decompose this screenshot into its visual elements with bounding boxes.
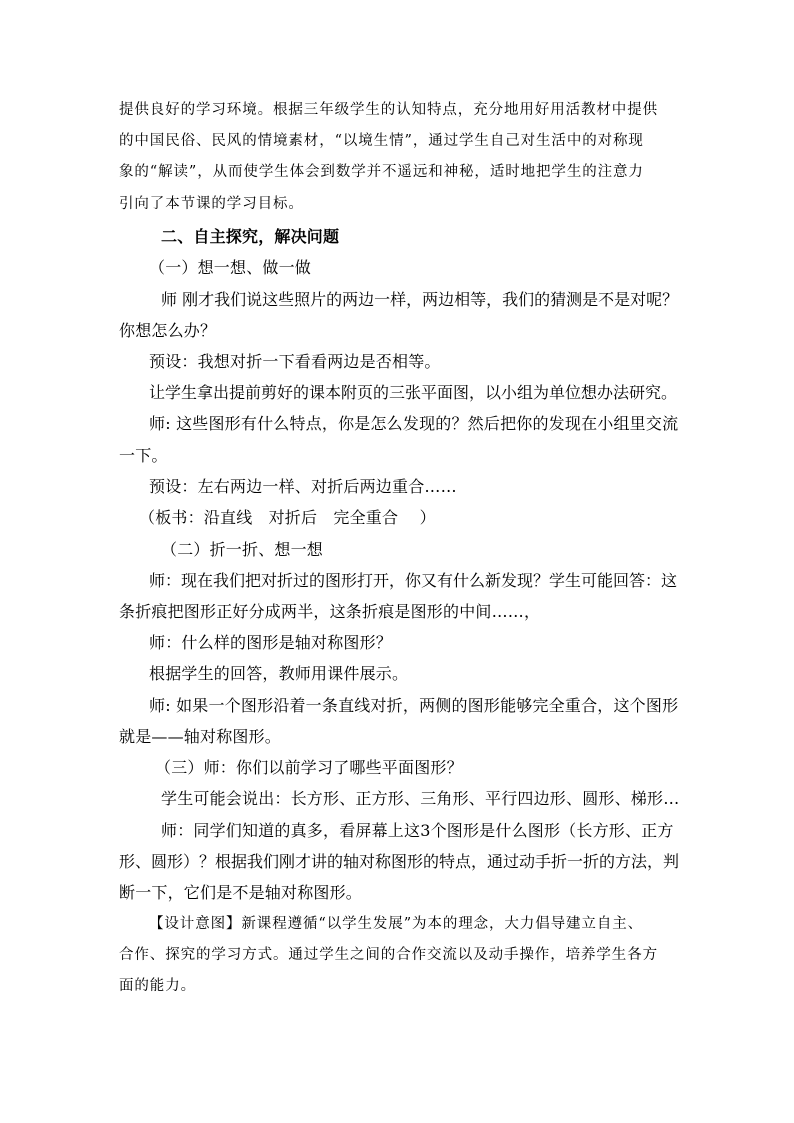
text-line: 提供良好的学习环境。根据三年级学生的认知特点，充分地用好用活教材中提供 bbox=[119, 102, 658, 118]
text-line: 合作、探究的学习方式。通过学生之间的合作交流以及动手操作，培养学生各方 bbox=[119, 947, 658, 963]
text-line: 根据学生的回答，教师用课件展示。 bbox=[149, 664, 409, 683]
text-line: 形、圆形）？根据我们刚才讲的轴对称图形的特点，通过动手折一折的方法，判 bbox=[119, 852, 680, 871]
text-line: 让学生拿出提前剪好的课本附页的三张平面图，以小组为单位想办法研究。 bbox=[149, 383, 678, 402]
text-line: 一下。 bbox=[119, 446, 168, 465]
text-line: 师 刚才我们说这些照片的两边一样，两边相等，我们的猜测是不是对呢？ bbox=[161, 290, 679, 309]
text-line: 学生可能会说出：长方形、正方形、三角形、平行四边形、圆形、梯形… bbox=[161, 789, 680, 808]
text-line: 你想怎么办？ bbox=[119, 321, 217, 340]
text-line: 师: 如果一个图形沿着一条直线对折，两侧的图形能够完全重合，这个图形 bbox=[149, 696, 679, 715]
text-line: 师：什么样的图形是轴对称图形？ bbox=[149, 633, 393, 652]
text-line: 【设计意图】新课程遵循“以学生发展”为本的理念，大力倡导建立自主、 bbox=[149, 916, 644, 932]
text-line: 二、自主探究，解决问题 bbox=[161, 227, 340, 246]
text-line: 就是——轴对称图形。 bbox=[119, 727, 282, 746]
text-line: 条折痕把图形正好分成两半，这条折痕是图形的中间……， bbox=[119, 602, 541, 621]
text-line: 面的能力。 bbox=[119, 978, 196, 994]
text-line: （板书：沿直线 对折后 完全重合 ） bbox=[139, 508, 436, 527]
text-line: 师: 这些图形有什么特点，你是怎么发现的？然后把你的发现在小组里交流 bbox=[149, 414, 679, 433]
text-line: 预设：我想对折一下看看两边是否相等。 bbox=[149, 352, 441, 371]
text-line: （二）折一折、想一想 bbox=[161, 540, 324, 559]
text-line: 的中国民俗、民风的情境素材，“以境生情”，通过学生自己对生活中的对称现 bbox=[119, 133, 644, 149]
text-line: 象的“解读”，从而使学生体会到数学并不遥远和神秘，适时地把学生的注意力 bbox=[119, 164, 644, 180]
text-line: （一）想一想、做一做 bbox=[149, 258, 312, 277]
text-line: （三）师：你们以前学习了哪些平面图形？ bbox=[155, 758, 463, 777]
text-line: 师：同学们知道的真多，看屏幕上这3个图形是什么图形（长方形、正方 bbox=[161, 821, 674, 840]
text-line: 引向了本节课的学习目标。 bbox=[119, 196, 304, 212]
text-line: 师：现在我们把对折过的图形打开，你又有什么新发现？学生可能回答：这 bbox=[149, 571, 678, 590]
text-line: 预设：左右两边一样、对折后两边重合…… bbox=[149, 477, 457, 496]
text-line: 断一下，它们是不是轴对称图形。 bbox=[119, 883, 363, 902]
